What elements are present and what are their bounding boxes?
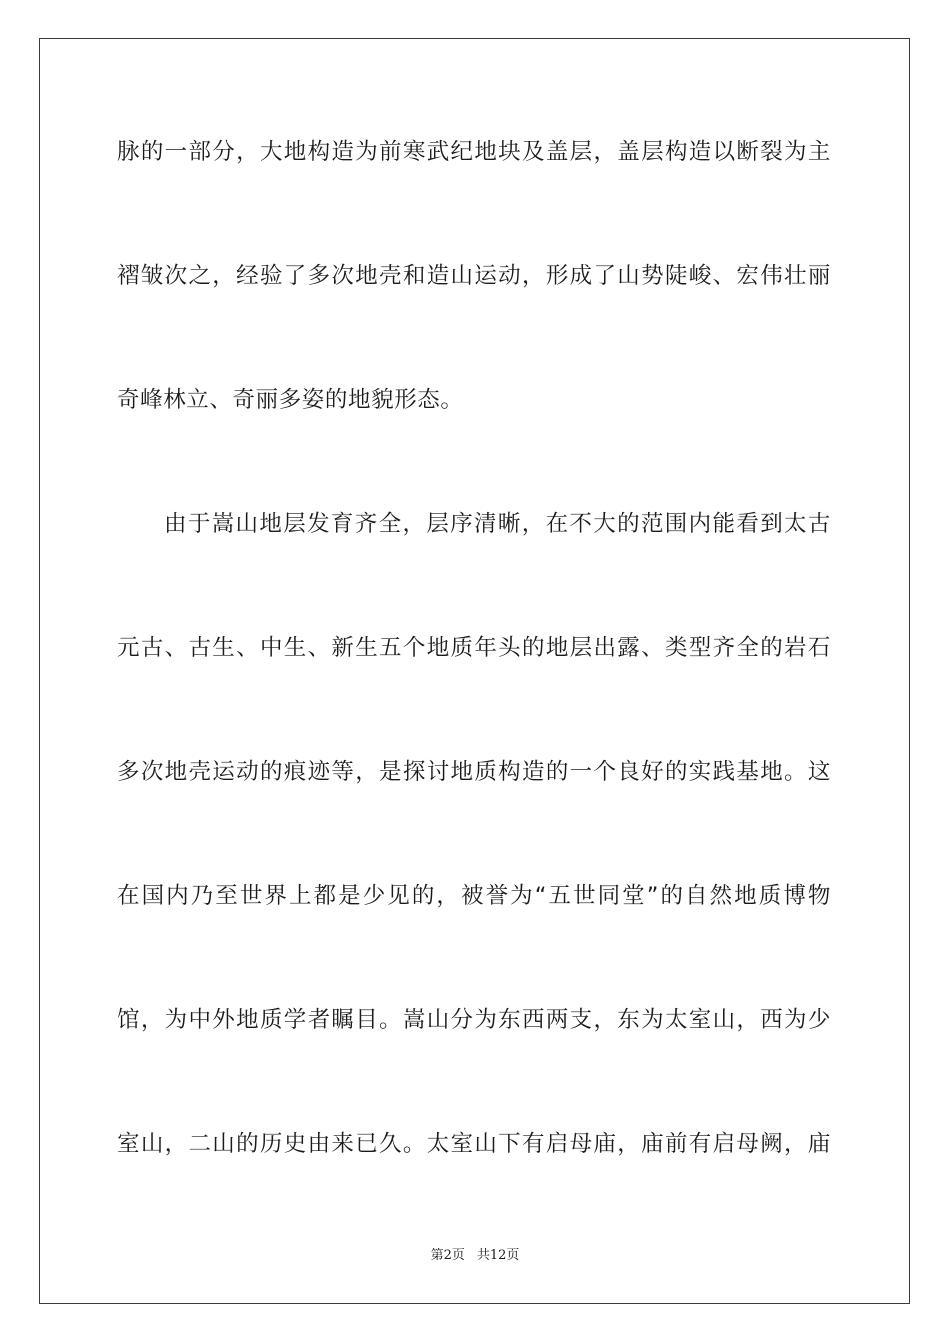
- page-footer: [0, 1248, 950, 1264]
- paragraph-start-line: 由于嵩山地层发育齐全，层序清晰，在不大的范围内能看到太古: [164, 511, 831, 537]
- text-line-6: 多次地壳运动的痕迹等，是探讨地质构造的一个良好的实践基地。这: [117, 759, 831, 785]
- text-line-9: 室山，二山的历史由来已久。太室山下有启母庙，庙前有启母阙，庙: [117, 1131, 831, 1157]
- page-border: [39, 38, 910, 1304]
- text-line-3: 奇峰林立、奇丽多姿的地貌形态。: [117, 387, 464, 413]
- text-line-2: 褶皱次之，经验了多次地壳和造山运动，形成了山势陡峻、宏伟壮丽: [117, 263, 831, 289]
- text-line-1: 脉的一部分，大地构造为前寒武纪地块及盖层，盖层构造以断裂为主: [117, 139, 831, 165]
- text-line-7: 在国内乃至世界上都是少见的，被誉为“五世同堂”的自然地质博物: [117, 883, 831, 909]
- text-line-8: 馆，为中外地质学者瞩目。嵩山分为东西两支，东为太室山，西为少: [117, 1007, 831, 1033]
- page-number: 第2页: [430, 1248, 465, 1263]
- text-line-5: 元古、古生、中生、新生五个地质年头的地层出露、类型齐全的岩石: [117, 635, 831, 661]
- page-total: 共12页: [476, 1248, 520, 1263]
